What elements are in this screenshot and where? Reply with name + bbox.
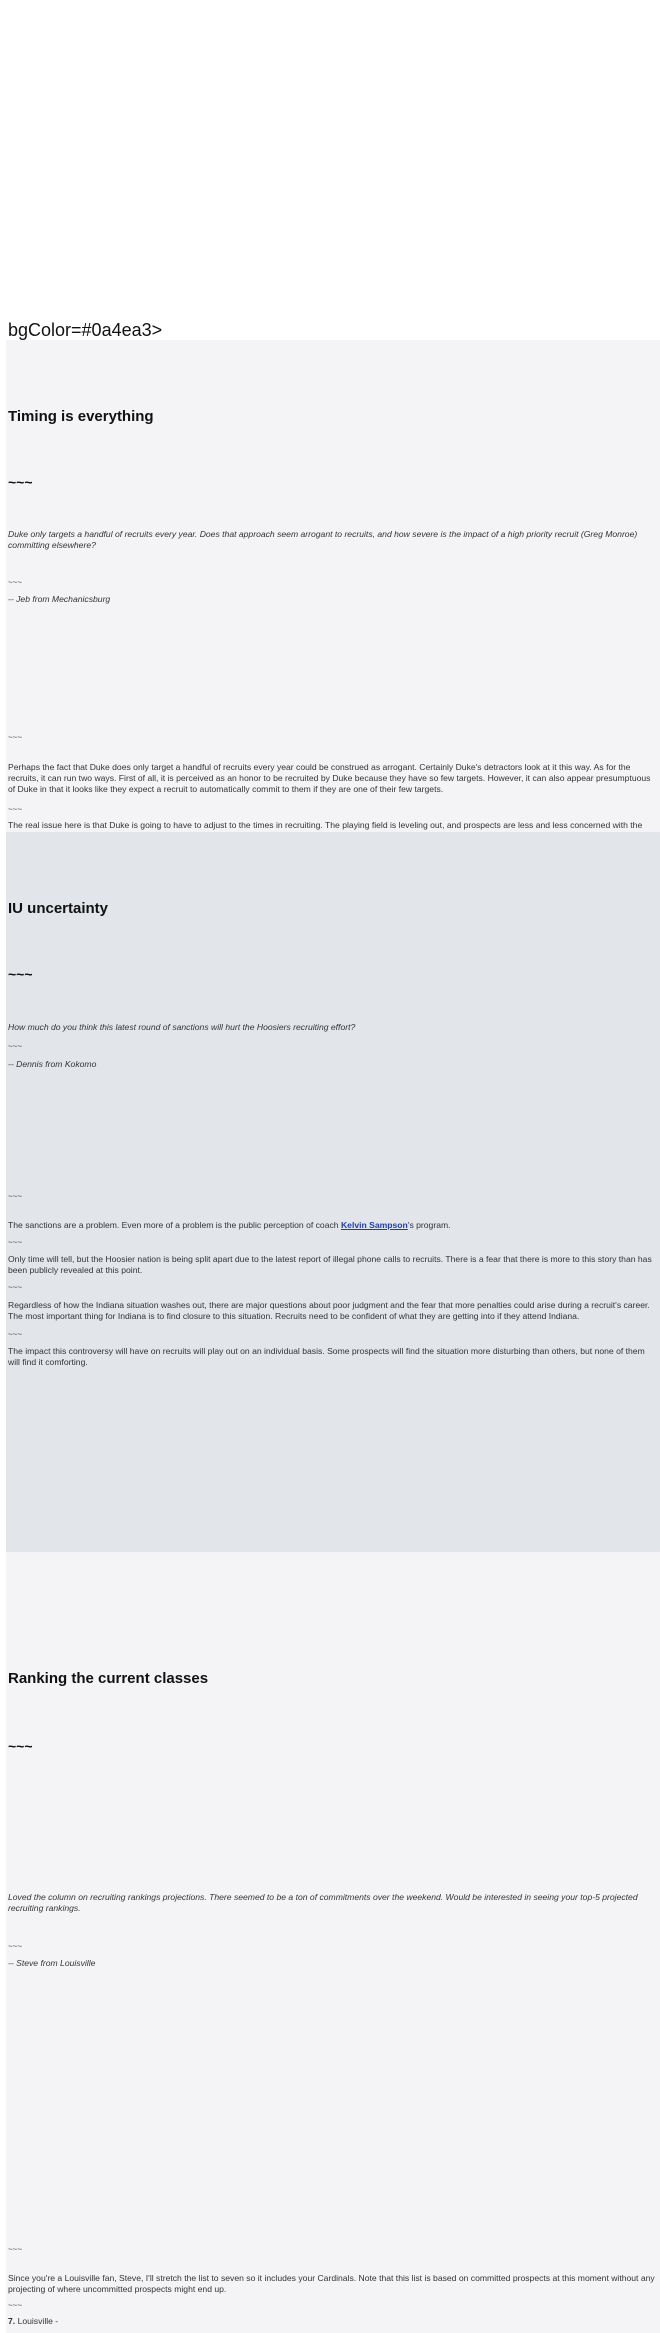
divider-big: ~~~ [8,1738,33,1754]
answer-paragraph: Only time will tell, but the Hoosier nation is being split apart due to the latest report of illegal phone calls to recruits. There is a fear that there is more to this story than has been publicly revealed at this point. [8,1254,652,1275]
answer-paragraph: The sanctions are a problem. Even more of a problem is the public perception of coach Kelvin Sampson's program. [8,1220,451,1230]
divider: ~~~ [8,1238,23,1247]
divider: ~~~ [8,1042,23,1051]
divider-big: ~~~ [8,474,33,490]
divider: ~~~ [8,1283,23,1292]
ranking-item [8,2316,656,2327]
reader-question: Loved the column on recruiting rankings projections. There seemed to be a ton of commitments over the weekend. Would be interested in seeing your top-5 projected recruiting rankings. [8,1892,638,1913]
coach-name-link[interactable]: Kelvin Sampson [340,1220,408,1230]
divider: ~~~ [8,2245,23,2254]
section-title: Ranking the current classes [8,1670,209,1687]
reader-signature: -- Jeb from Mechanicsburg [8,594,111,604]
answer-paragraph: Regardless of how the Indiana situation washes out, there are major questions about poor judgment and the fear that more penalties could arise during a recruit's career. The most important thing for Indiana is to find closure to this situation. Recruits need to be confident of what they are getting into if they attend Indiana. [8,1300,650,1321]
reader-signature: -- Dennis from Kokomo [8,1059,97,1069]
reader-question: Duke only targets a handful of recruits every year. Does that approach seem arrogant to recruits, and how severe is the impact of a high priority recruit (Greg Monroe) committing elsewhere? [8,529,638,550]
section-timing [6,340,660,832]
answer-paragraph: Perhaps the fact that Duke does only target a handful of recruits every year could be construed as arrogant. Certainly Duke's detractors look at it this way. As for the recruits, it can run two ways. First of all, it is perceived as an honor to be recruited by Duke because they have so few targets. However, it can also appear presumptuous of Duke in that it looks like they expect a recruit to automatically commit to them if they are one of their few targets. [8,762,651,794]
divider: ~~~ [8,1942,23,1951]
section-title: IU uncertainty [8,900,109,917]
divider: ~~~ [8,1330,23,1339]
reader-question: How much do you think this latest round of sanctions will hurt the Hoosiers recruiting effort? [8,1022,356,1032]
divider: ~~~ [8,733,23,742]
divider: ~~~ [8,805,23,814]
answer-paragraph: The impact this controversy will have on recruits will play out on an individual basis. Some prospects will find the situation more disturbing than others, but none of them will find it comforting. [8,1346,645,1367]
answer-paragraph: Since you're a Louisville fan, Steve, I'll stretch the list to seven so it includes your Cardinals. Note that this list is based on committed prospects at this moment without any projecting of where uncommitted prospects might end up. [8,2273,655,2294]
section-iu-uncertainty [6,832,660,1552]
section-title: Timing is everything [8,408,154,425]
rank-team: Louisville - [17,2316,59,2326]
divider-big: ~~~ [8,966,33,982]
answer-paragraph: The real issue here is that Duke is going to have to adjust to the times in recruiting. The playing field is leveling out, and prospects are less and less concerned with the [8,820,643,830]
section-ranking-classes [6,1552,660,2333]
divider: ~~~ [8,578,23,587]
divider: ~~~ [8,1192,23,1201]
stray-markup-text: bgColor=#0a4ea3> [8,320,163,340]
reader-signature: -- Steve from Louisville [8,1958,96,1968]
rank-number: 7. [8,2316,16,2326]
divider: ~~~ [8,2301,23,2310]
